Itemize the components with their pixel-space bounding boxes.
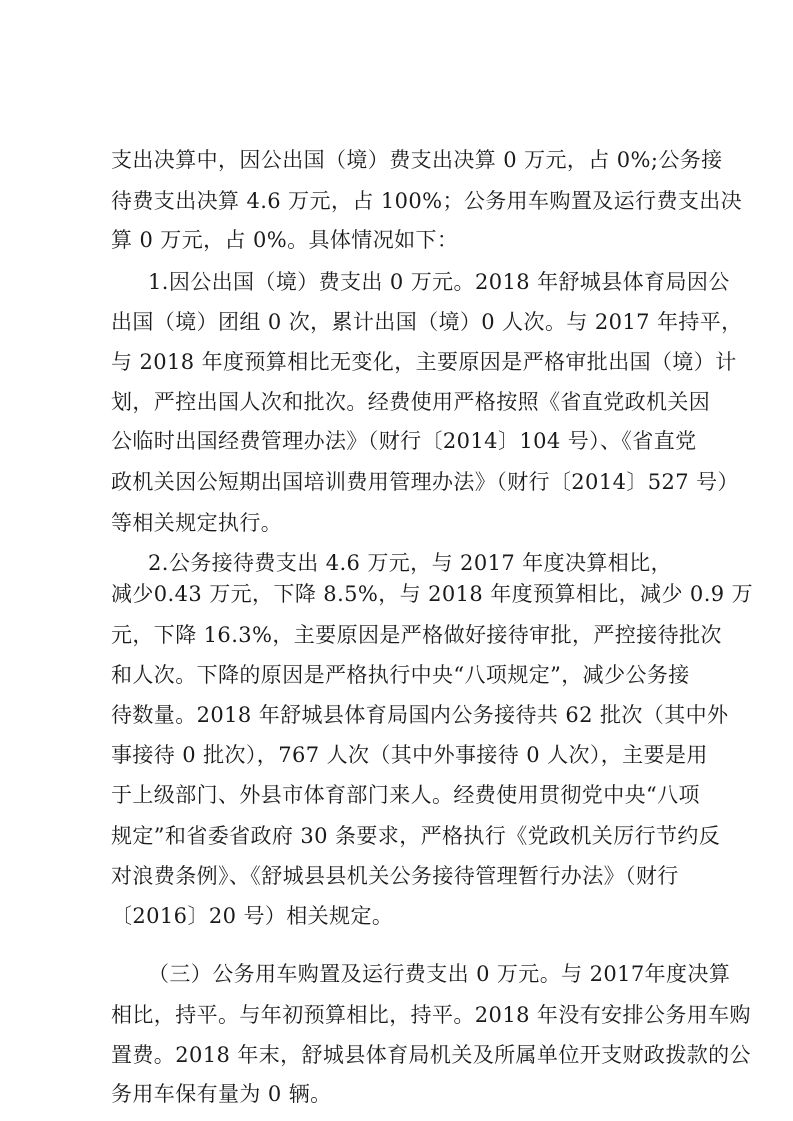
text-line: 对浪费条例》、《舒城县县机关公务接待管理暂行办法》（财行 bbox=[111, 863, 679, 888]
text-line: 相比，持平。与年初预算相比，持平。2018 年没有安排公务用车购 bbox=[111, 1002, 751, 1027]
text-line: 政机关因公短期出国培训费用管理办法》（财行〔2014〕527 号） bbox=[111, 470, 739, 495]
text-line: 支出决算中，因公出国（境）费支出决算 0 万元，占 0%;公务接 bbox=[111, 148, 723, 172]
text-line: 划，严控出国人次和批次。经费使用严格按照《省直党政机关因 bbox=[111, 390, 711, 415]
text-line: 置费。2018 年末，舒城县体育局机关及所属单位开支财政拨款的公 bbox=[111, 1042, 751, 1067]
text-line: （三）公务用车购置及运行费支出 0 万元。与 2017年度决算 bbox=[148, 962, 731, 987]
text-line: 和人次。下降的原因是严格执行中央“八项规定”，减少公务接 bbox=[111, 662, 690, 687]
text-line: 务用车保有量为 0 辆。 bbox=[111, 1082, 332, 1106]
text-line: 减少0.43 万元，下降 8.5%，与 2018 年度预算相比，减少 0.9 万 bbox=[111, 582, 753, 607]
text-line: 算 0 万元，占 0%。具体情况如下： bbox=[111, 228, 459, 253]
text-line: 公临时出国经费管理办法》（财行〔2014〕104 号）、《省直党 bbox=[111, 429, 697, 454]
text-line: 规定”和省委省政府 30 条要求，严格执行《党政机关厉行节约反 bbox=[111, 823, 721, 848]
text-line: 待数量。2018 年舒城县体育局国内公务接待共 62 批次（其中外 bbox=[111, 703, 729, 728]
text-line: 元，下降 16.3%，主要原因是严格做好接待审批，严控接待批次 bbox=[111, 622, 722, 647]
text-line: 〔2016〕20 号）相关规定。 bbox=[111, 904, 394, 928]
text-line: 于上级部门、外县市体育部门来人。经费使用贯彻党中央“八项 bbox=[111, 783, 700, 808]
text-line: 事接待 0 批次），767 人次（其中外事接待 0 人次），主要是用 bbox=[111, 743, 708, 768]
text-line: 2.公务接待费支出 4.6 万元，与 2017 年度决算相比， bbox=[148, 550, 672, 575]
text-line: 与 2018 年度预算相比无变化，主要原因是严格审批出国（境）计 bbox=[111, 349, 737, 374]
text-line: 1.因公出国（境）费支出 0 万元。2018 年舒城县体育局因公 bbox=[148, 269, 730, 294]
text-line: 出国（境）团组 0 次，累计出国（境）0 人次。与 2017 年持平， bbox=[111, 309, 743, 334]
text-line: 等相关规定执行。 bbox=[111, 510, 283, 535]
text-line: 待费支出决算 4.6 万元，占 100%；公务用车购置及运行费支出决 bbox=[111, 189, 743, 214]
